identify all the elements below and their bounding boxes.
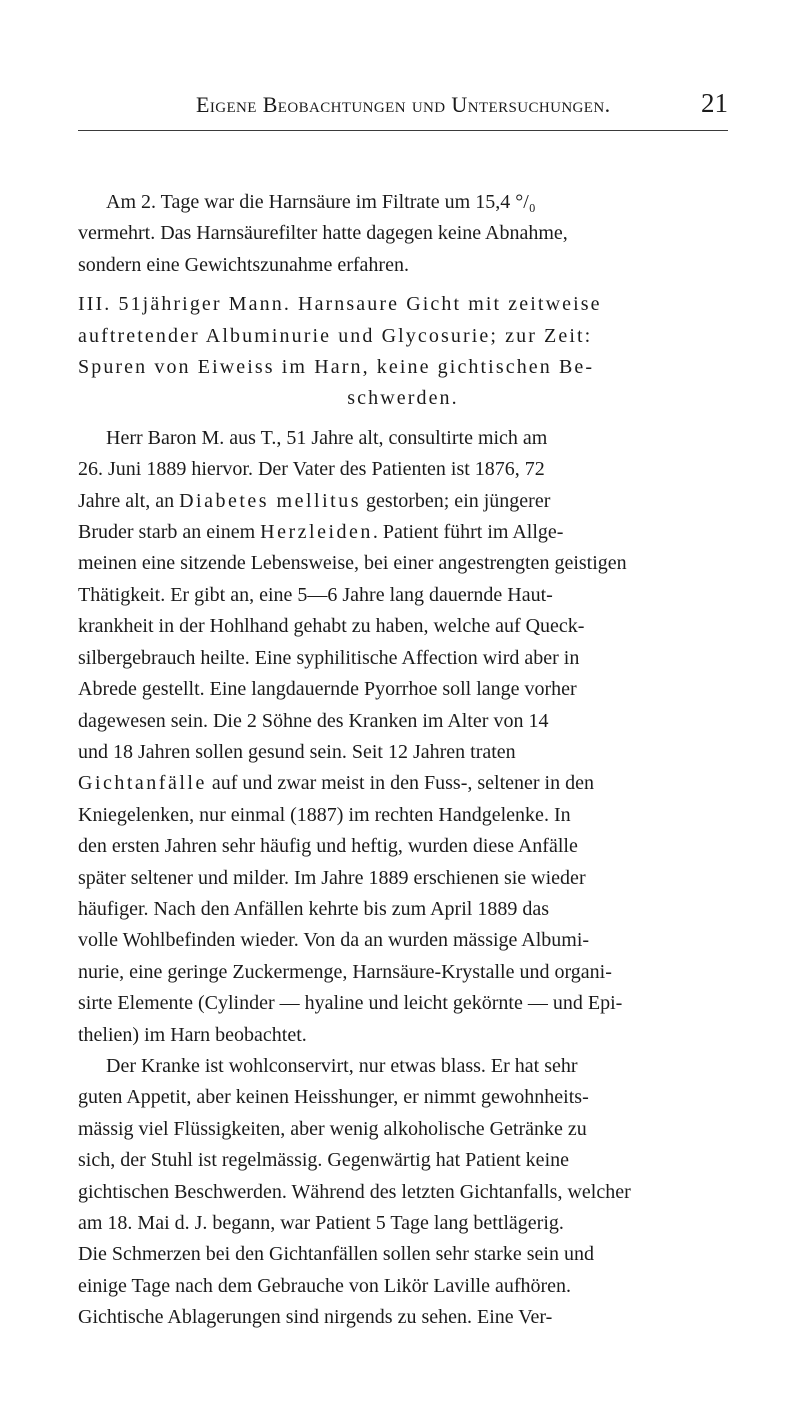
text-line: Kniegelenken, nur einmal (1887) im rechten Handgelenke. In bbox=[78, 803, 571, 826]
text-line: und 18 Jahren sollen gesund sein. Seit 12 Jahren traten bbox=[78, 740, 516, 763]
text-line: häufiger. Nach den Anfällen kehrte bis zum April 1889 das bbox=[78, 897, 549, 920]
body-text bbox=[78, 187, 728, 1334]
text-line: Der Kranke ist wohlconservirt, nur etwas blass. Er hat sehr bbox=[106, 1054, 578, 1077]
paragraph-findings bbox=[78, 187, 728, 281]
spaced-term: Gichtanfälle bbox=[78, 772, 207, 795]
text-line: am 18. Mai d. J. begann, war Patient 5 Tage lang bettlägerig. bbox=[78, 1212, 564, 1234]
text-run: Bruder starb an einem bbox=[78, 521, 261, 544]
text-line: später seltener und milder. Im Jahre 1889 erschienen sie wieder bbox=[78, 866, 586, 889]
text-line: nurie, eine geringe Zuckermenge, Harnsäure-Krystalle und organi- bbox=[78, 960, 612, 983]
text-line: 26. Juni 1889 hiervor. Der Vater des Patienten ist 1876, 72 bbox=[78, 458, 545, 481]
text-line: Am 2. Tage war die Harnsäure im Filtrate um 15,4 °/₀ bbox=[106, 191, 536, 213]
heading-line: Spuren von Eiweiss im Harn, keine gichtischen Be- bbox=[78, 356, 595, 379]
text-line: den ersten Jahren sehr häufig und heftig, wurden diese Anfälle bbox=[78, 835, 578, 858]
text-line bbox=[78, 486, 728, 517]
text-line: meinen eine sitzende Lebensweise, bei einer angestrengten geistigen bbox=[78, 552, 627, 575]
running-header bbox=[78, 86, 728, 131]
text-line: Die Schmerzen bei den Gichtanfällen sollen sehr starke sein und bbox=[78, 1243, 594, 1266]
text-line: sirte Elemente (Cylinder — hyaline und leicht gekörnte — und Epi- bbox=[78, 992, 623, 1015]
text-run: gestorben; ein jüngerer bbox=[361, 489, 551, 512]
text-line: sondern eine Gewichtszunahme erfahren. bbox=[78, 253, 409, 276]
text-run: Jahre alt, an bbox=[78, 489, 180, 512]
heading-line: schwerden. bbox=[347, 387, 459, 410]
spaced-term: Herzleiden bbox=[260, 521, 373, 544]
text-line: dagewesen sein. Die 2 Söhne des Kranken im Alter von 14 bbox=[78, 709, 549, 732]
text-line bbox=[78, 517, 728, 548]
text-line bbox=[78, 768, 728, 799]
text-line: Herr Baron M. aus T., 51 Jahre alt, consultirte mich am bbox=[106, 426, 548, 449]
text-line: Abrede gestellt. Eine langdauernde Pyorrhoe soll lange vorher bbox=[78, 678, 577, 701]
heading-line: III. 51jähriger Mann. Harnsaure Gicht mit zeitweise bbox=[78, 293, 602, 316]
text-run: . Patient führt im Allge- bbox=[372, 521, 564, 544]
text-line: Gichtische Ablagerungen sind nirgends zu sehen. Eine Ver- bbox=[78, 1306, 553, 1329]
text-line: vermehrt. Das Harnsäurefilter hatte dagegen keine Abnahme, bbox=[78, 222, 568, 245]
text-line: volle Wohlbefinden wieder. Von da an wurden mässige Albumi- bbox=[78, 929, 590, 952]
page-number: 21 bbox=[701, 88, 728, 118]
paragraph-status bbox=[78, 1051, 728, 1334]
text-line: silbergebrauch heilte. Eine syphilitische Affection wird aber in bbox=[78, 646, 580, 669]
heading-line: auftretender Albuminurie und Glycosurie; zur Zeit: bbox=[78, 324, 593, 347]
text-line: thelien) im Harn beobachtet. bbox=[78, 1023, 307, 1046]
text-line: krankheit in der Hohlhand gehabt zu haben, welche auf Queck- bbox=[78, 615, 585, 638]
text-line: Thätigkeit. Er gibt an, eine 5—6 Jahre lang dauernde Haut- bbox=[78, 583, 553, 606]
text-run: auf und zwar meist in den Fuss-, seltener in den bbox=[206, 772, 594, 795]
spaced-term: Diabetes mellitus bbox=[179, 489, 361, 512]
running-title: Eigene Beobachtungen und Untersuchungen. bbox=[196, 92, 611, 117]
case-heading bbox=[78, 289, 728, 415]
text-line: sich, der Stuhl ist regelmässig. Gegenwärtig hat Patient keine bbox=[78, 1149, 569, 1172]
book-page bbox=[78, 86, 728, 1334]
text-line: einige Tage nach dem Gebrauche von Likör Laville aufhören. bbox=[78, 1274, 572, 1297]
paragraph-case-history bbox=[78, 423, 728, 1051]
text-line: gichtischen Beschwerden. Während des letzten Gichtanfalls, welcher bbox=[78, 1180, 631, 1203]
text-line: guten Appetit, aber keinen Heisshunger, er nimmt gewohnheits- bbox=[78, 1086, 589, 1109]
text-line: mässig viel Flüssigkeiten, aber wenig alkoholische Getränke zu bbox=[78, 1117, 587, 1140]
